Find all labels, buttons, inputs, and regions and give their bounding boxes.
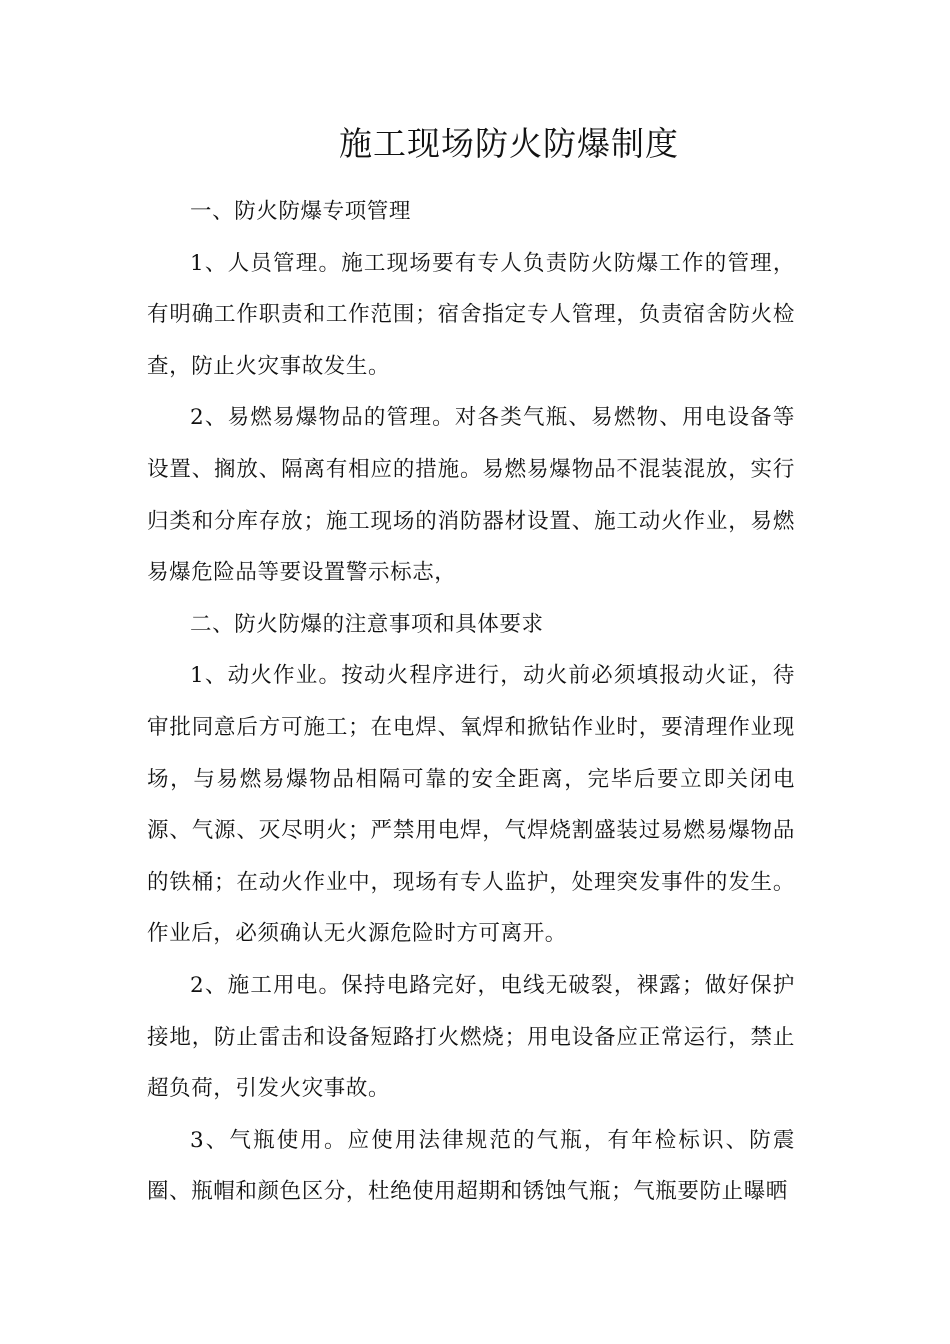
document-title: 施工现场防火防爆制度 — [339, 124, 679, 163]
paragraph-personnel-management: 1、人员管理。施工现场要有专人负责防火防爆工作的管理，有明确工作职责和工作范围；宿舍指定专人管理，负责宿舍防火检查，防止火灾事故发生。 — [147, 250, 795, 379]
paragraph-construction-electricity: 2、施工用电。保持电路完好，电线无破裂，裸露；做好保护接地，防止雷击和设备短路打火燃烧；用电设备应正常运行，禁止超负荷，引发火灾事故。 — [147, 972, 795, 1102]
document-body — [147, 186, 795, 1218]
section-heading-1: 一、防火防爆专项管理 — [190, 199, 412, 224]
section-heading-2: 二、防火防爆的注意事项和具体要求 — [190, 611, 544, 637]
paragraph-gas-cylinder-use: 3、气瓶使用。应使用法律规范的气瓶，有年检标识、防震圈、瓶帽和颜色区分，杜绝使用超期和锈蚀气瓶；气瓶要防止曝晒 — [147, 1127, 795, 1205]
paragraph-flammable-goods-management: 2、易燃易爆物品的管理。对各类气瓶、易燃物、用电设备等设置、搁放、隔离有相应的措施。易燃易爆物品不混装混放，实行归类和分库存放；施工现场的消防器材设置、施工动火作业，易燃易爆危险品等要设置警示标志， — [147, 405, 795, 586]
paragraph-hot-work: 1、动火作业。按动火程序进行，动火前必须填报动火证，待审批同意后方可施工；在电焊、氧焊和掀钻作业时，要清理作业现场，与易燃易爆物品相隔可靠的安全距离，完毕后要立即关闭电源、气源、灭尽明火；严禁用电焊，气焊烧割盛装过易燃易爆物品的铁桶；在动火作业中，现场有专人监护，处理突发事件的发生。作业后，必须确认无火源危险时方可离开。 — [147, 663, 795, 947]
